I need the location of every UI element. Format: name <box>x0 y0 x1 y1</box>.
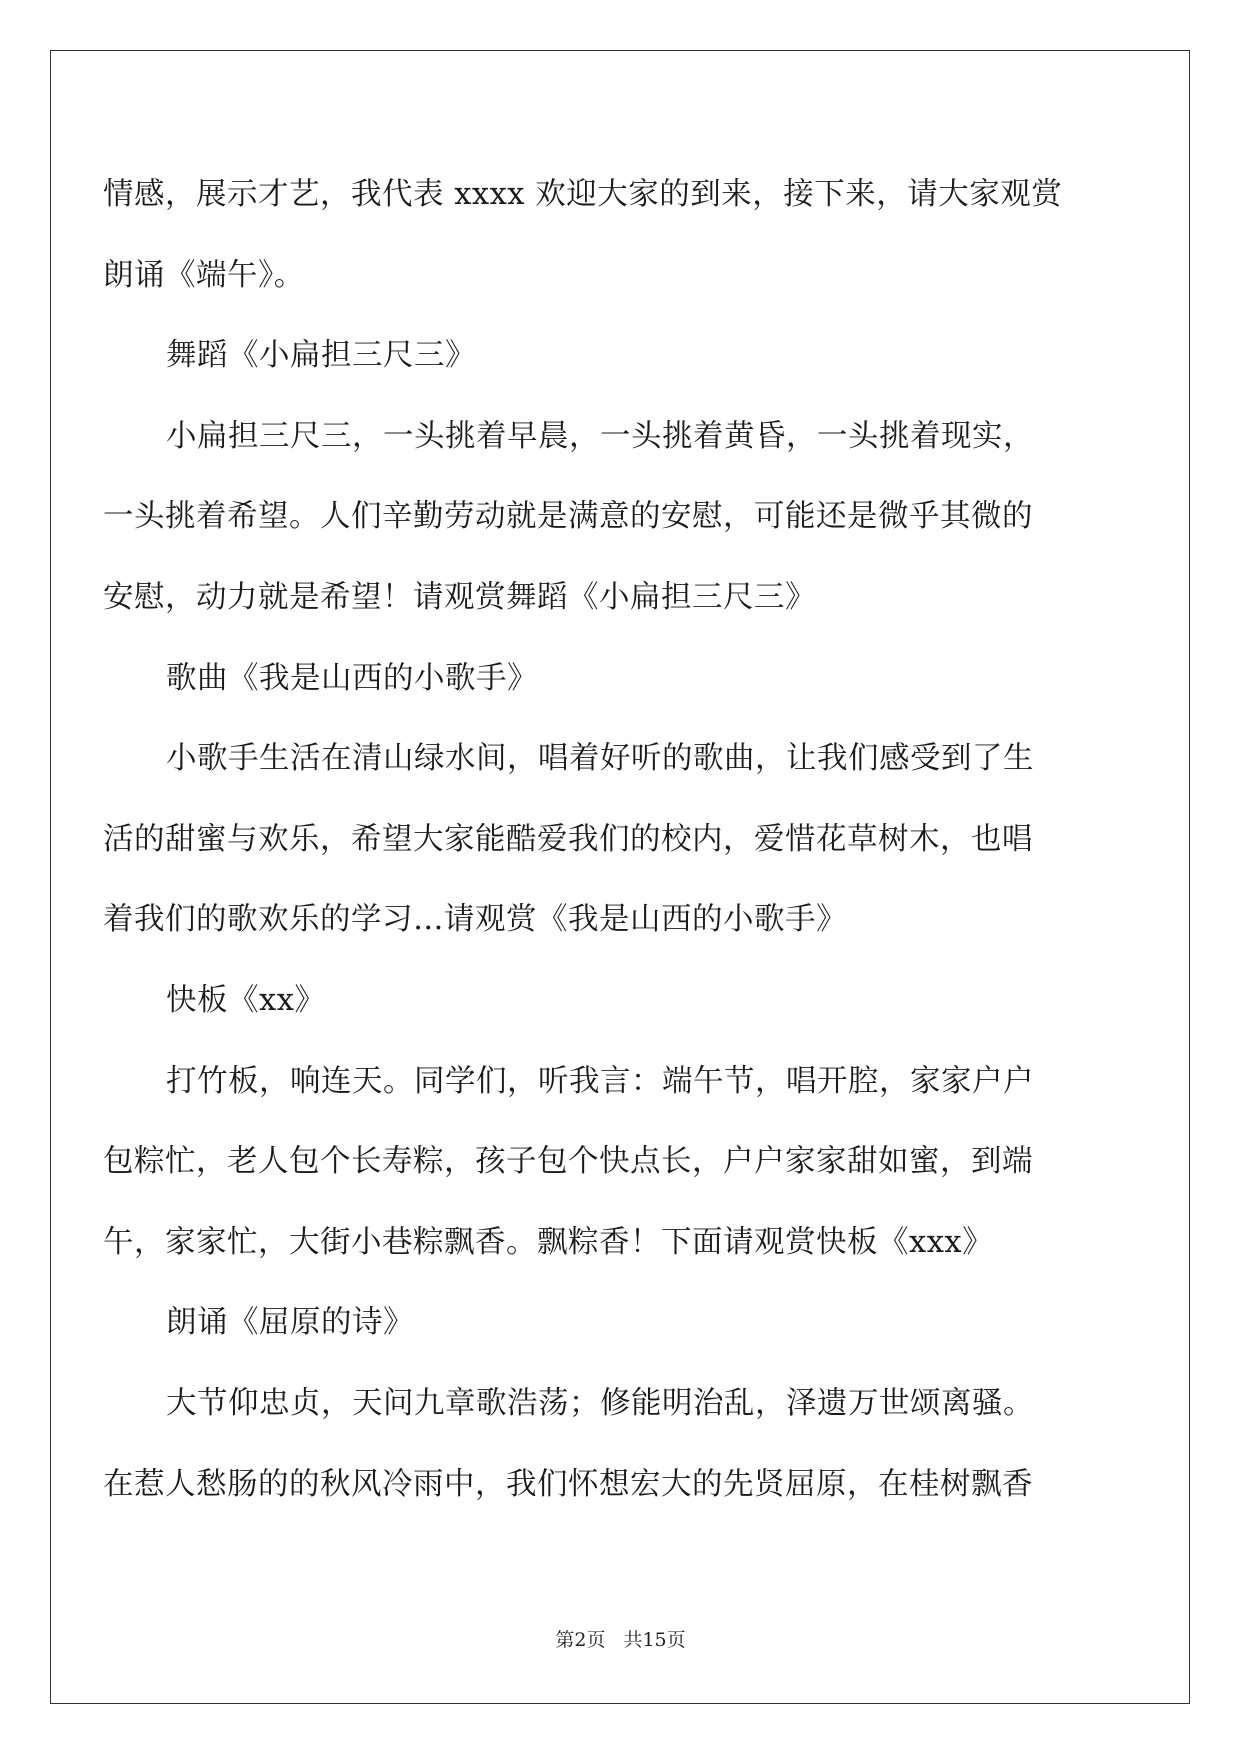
text-line-12: 打竹板，响连天。同学们，听我言：端午节，唱开腔，家家户户 <box>166 1063 1034 1099</box>
text-line-16: 大节仰忠贞，天问九章歌浩荡；修能明治乱，泽遗万世颂离骚。 <box>166 1385 1034 1421</box>
heading-kuaiban: 快板《xx》 <box>166 982 326 1018</box>
text-line-4: 小扁担三尺三，一头挑着早晨，一头挑着黄昏，一头挑着现实， <box>166 418 1034 454</box>
text-line-1: 情感，展示才艺，我代表 xxxx 欢迎大家的到来，接下来，请大家观赏 <box>103 177 1063 212</box>
text-line-8: 小歌手生活在清山绿水间，唱着好听的歌曲，让我们感受到了生 <box>166 741 1034 777</box>
text-line-14: 午，家家忙，大街小巷粽飘香。飘粽香！下面请观赏快板《xxx》 <box>103 1224 994 1260</box>
text-line-10: 着我们的歌欢乐的学习…请观赏《我是山西的小歌手》 <box>103 902 847 938</box>
text-line-17: 在惹人愁肠的的秋风冷雨中，我们怀想宏大的先贤屈原，在桂树飘香 <box>103 1466 1033 1502</box>
page-total: 共15页 <box>623 1629 686 1651</box>
page-footer <box>0 1625 1241 1652</box>
text-line-13: 包粽忙，老人包个长寿粽，孩子包个快点长，户户家家甜如蜜，到端 <box>103 1144 1033 1180</box>
heading-recitation: 朗诵《屈原的诗》 <box>166 1305 414 1341</box>
text-line-5: 一头挑着希望。人们辛勤劳动就是满意的安慰，可能还是微乎其微的 <box>103 499 1033 535</box>
document-body <box>103 155 1063 1525</box>
heading-song: 歌曲《我是山西的小歌手》 <box>166 660 538 696</box>
text-line-6: 安慰，动力就是希望！请观赏舞蹈《小扁担三尺三》 <box>103 579 816 615</box>
page-number: 第2页 <box>555 1629 606 1651</box>
text-line-2: 朗诵《端午》。 <box>103 257 305 293</box>
heading-dance: 舞蹈《小扁担三尺三》 <box>166 338 476 374</box>
text-line-9: 活的甜蜜与欢乐，希望大家能酷爱我们的校内，爱惜花草树木，也唱 <box>103 821 1033 857</box>
